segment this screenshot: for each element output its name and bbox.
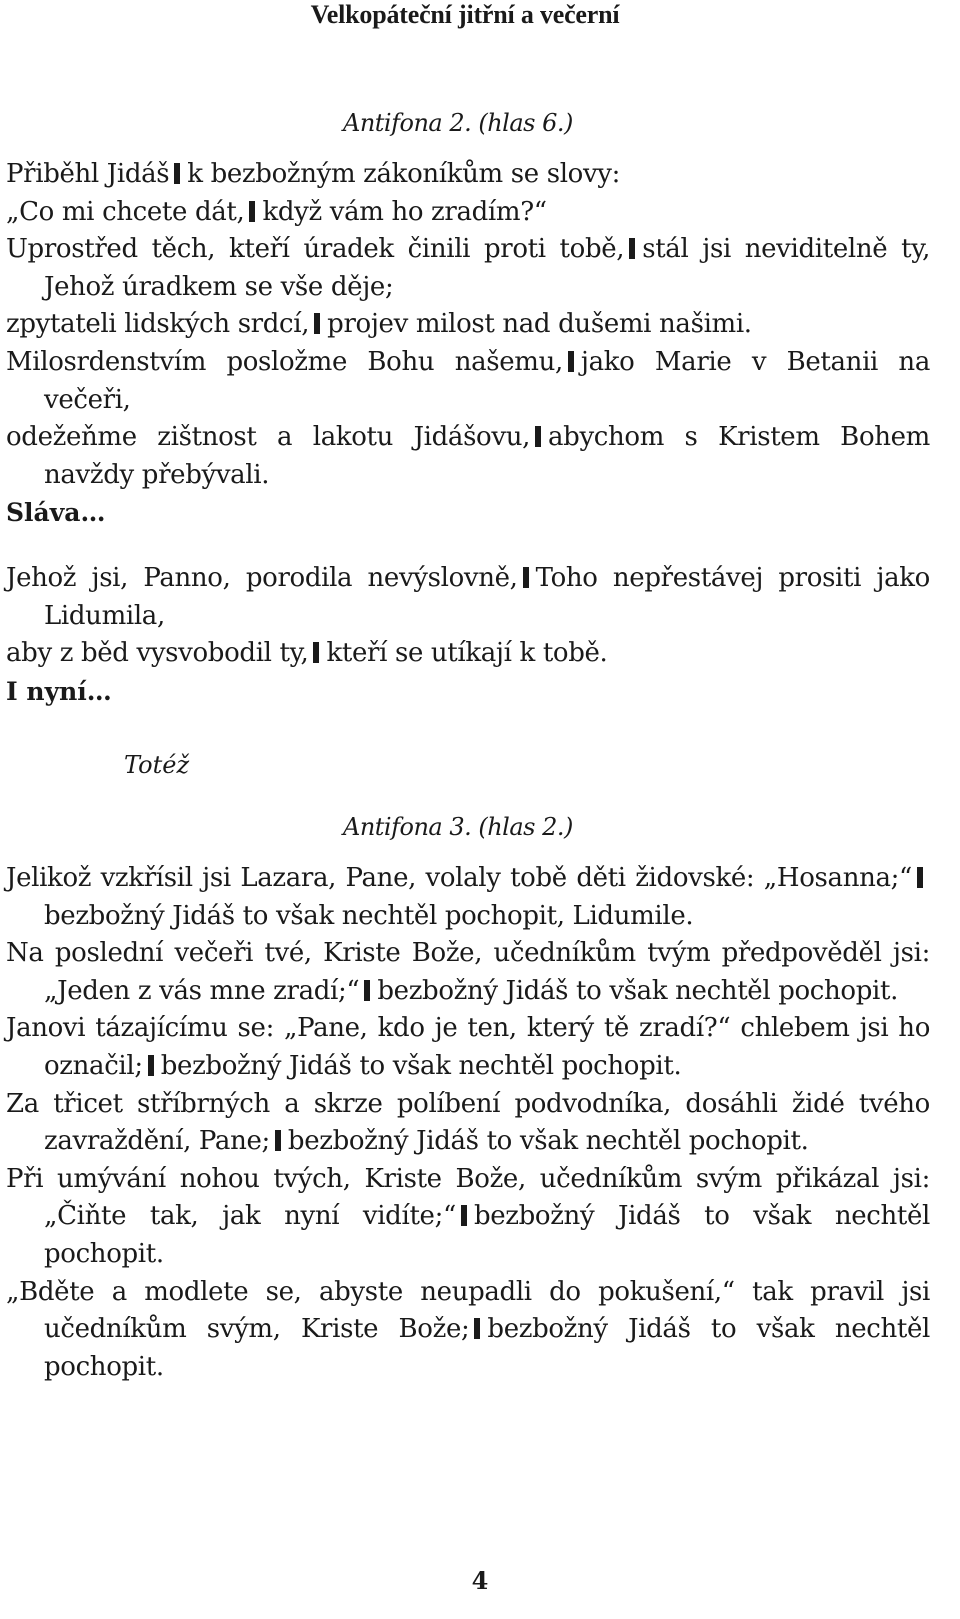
verse: Na poslední večeři tvé, Kriste Bože, učedníkům tvým předpověděl jsi: „Jeden z vás mne zradí;“ bezbožný Jidáš to však nechtěl pochopit. [6, 938, 930, 1006]
pause-mark [629, 238, 635, 259]
pause-mark [364, 980, 370, 1001]
pause-mark [275, 1130, 281, 1151]
running-header: Velkopáteční jitřní a večerní [310, 0, 620, 29]
page-number: 4 [471, 1566, 489, 1595]
pause-mark [568, 351, 574, 372]
pause-mark [535, 426, 541, 447]
verse: Uprostřed těch, kteří úradek činili proti tobě, stál jsi neviditelně ty, Jehož úradkem se vše děje; [6, 234, 931, 302]
slava-reference: Sláva… [6, 498, 106, 528]
antifona-3-text [6, 860, 930, 1386]
verse: Přiběhl Jidáš k bezbožným zákoníkům se slovy: [6, 159, 621, 189]
pause-mark [249, 201, 255, 222]
verse: „Bděte a modlete se, abyste neupadli do pokušení,“ tak pravil jsi učedníkům svým, Kriste Bože; bezbožný Jidáš to však nechtěl pochopit. [6, 1276, 931, 1382]
verse: odežeňme zištnost a lakotu Jidášovu, abychom s Kristem Bohem navždy přebývali. [6, 422, 930, 490]
antifona-2-heading: Antifona 2. (hlas 6.) [343, 109, 573, 137]
verse: aby z běd vysvobodil ty, kteří se utíkají k tobě. [6, 638, 608, 669]
totez-rubric: Totéž [124, 751, 190, 779]
verse: Janovi tázajícímu se: „Pane, kdo je ten, který tě zradí?“ chlebem jsi ho označil; bezbožný Jidáš to však nechtěl pochopit. [6, 1013, 930, 1081]
verse: Milosrdenstvím posložme Bohu našemu, jako Marie v Betanii na večeři, [6, 346, 930, 415]
verse: Za třicet stříbrných a skrze políbení podvodníka, dosáhli židé tvého zavraždění, Pane; bezbožný Jidáš to však nechtěl pochopit. [6, 1088, 930, 1157]
i-nyni-reference: I nyní… [6, 676, 112, 706]
verse: zpytateli lidských srdcí, projev milost nad dušemi našimi. [6, 309, 752, 340]
pause-mark [148, 1055, 154, 1076]
pause-mark [917, 867, 923, 888]
pause-mark [461, 1205, 467, 1226]
antifona-2-text [6, 156, 930, 532]
antifona-3-heading: Antifona 3. (hlas 2.) [343, 813, 573, 841]
pause-mark [474, 1318, 480, 1339]
pause-mark [523, 567, 529, 588]
verse: Jehož jsi, Panno, porodila nevýslovně, Toho nepřestávej prositi jako Lidumila, [6, 563, 930, 631]
verse: Při umývání nohou tvých, Kriste Bože, učedníkům svým přikázal jsi: „Čiňte tak, jak nyní vidíte;“ bezbožný Jidáš to však nechtěl pochopit. [6, 1163, 930, 1269]
verse: „Co mi chcete dát, když vám ho zradím?“ [6, 196, 547, 227]
pause-mark [314, 313, 320, 334]
theotokion-text [6, 560, 930, 710]
pause-mark [174, 163, 180, 184]
verse: Jelikož vzkřísil jsi Lazara, Pane, volaly tobě děti židovské: „Hosanna;“bezbožný Jidáš to však nechtěl pochopit, Lidumile. [6, 860, 930, 935]
pause-mark [313, 642, 319, 663]
